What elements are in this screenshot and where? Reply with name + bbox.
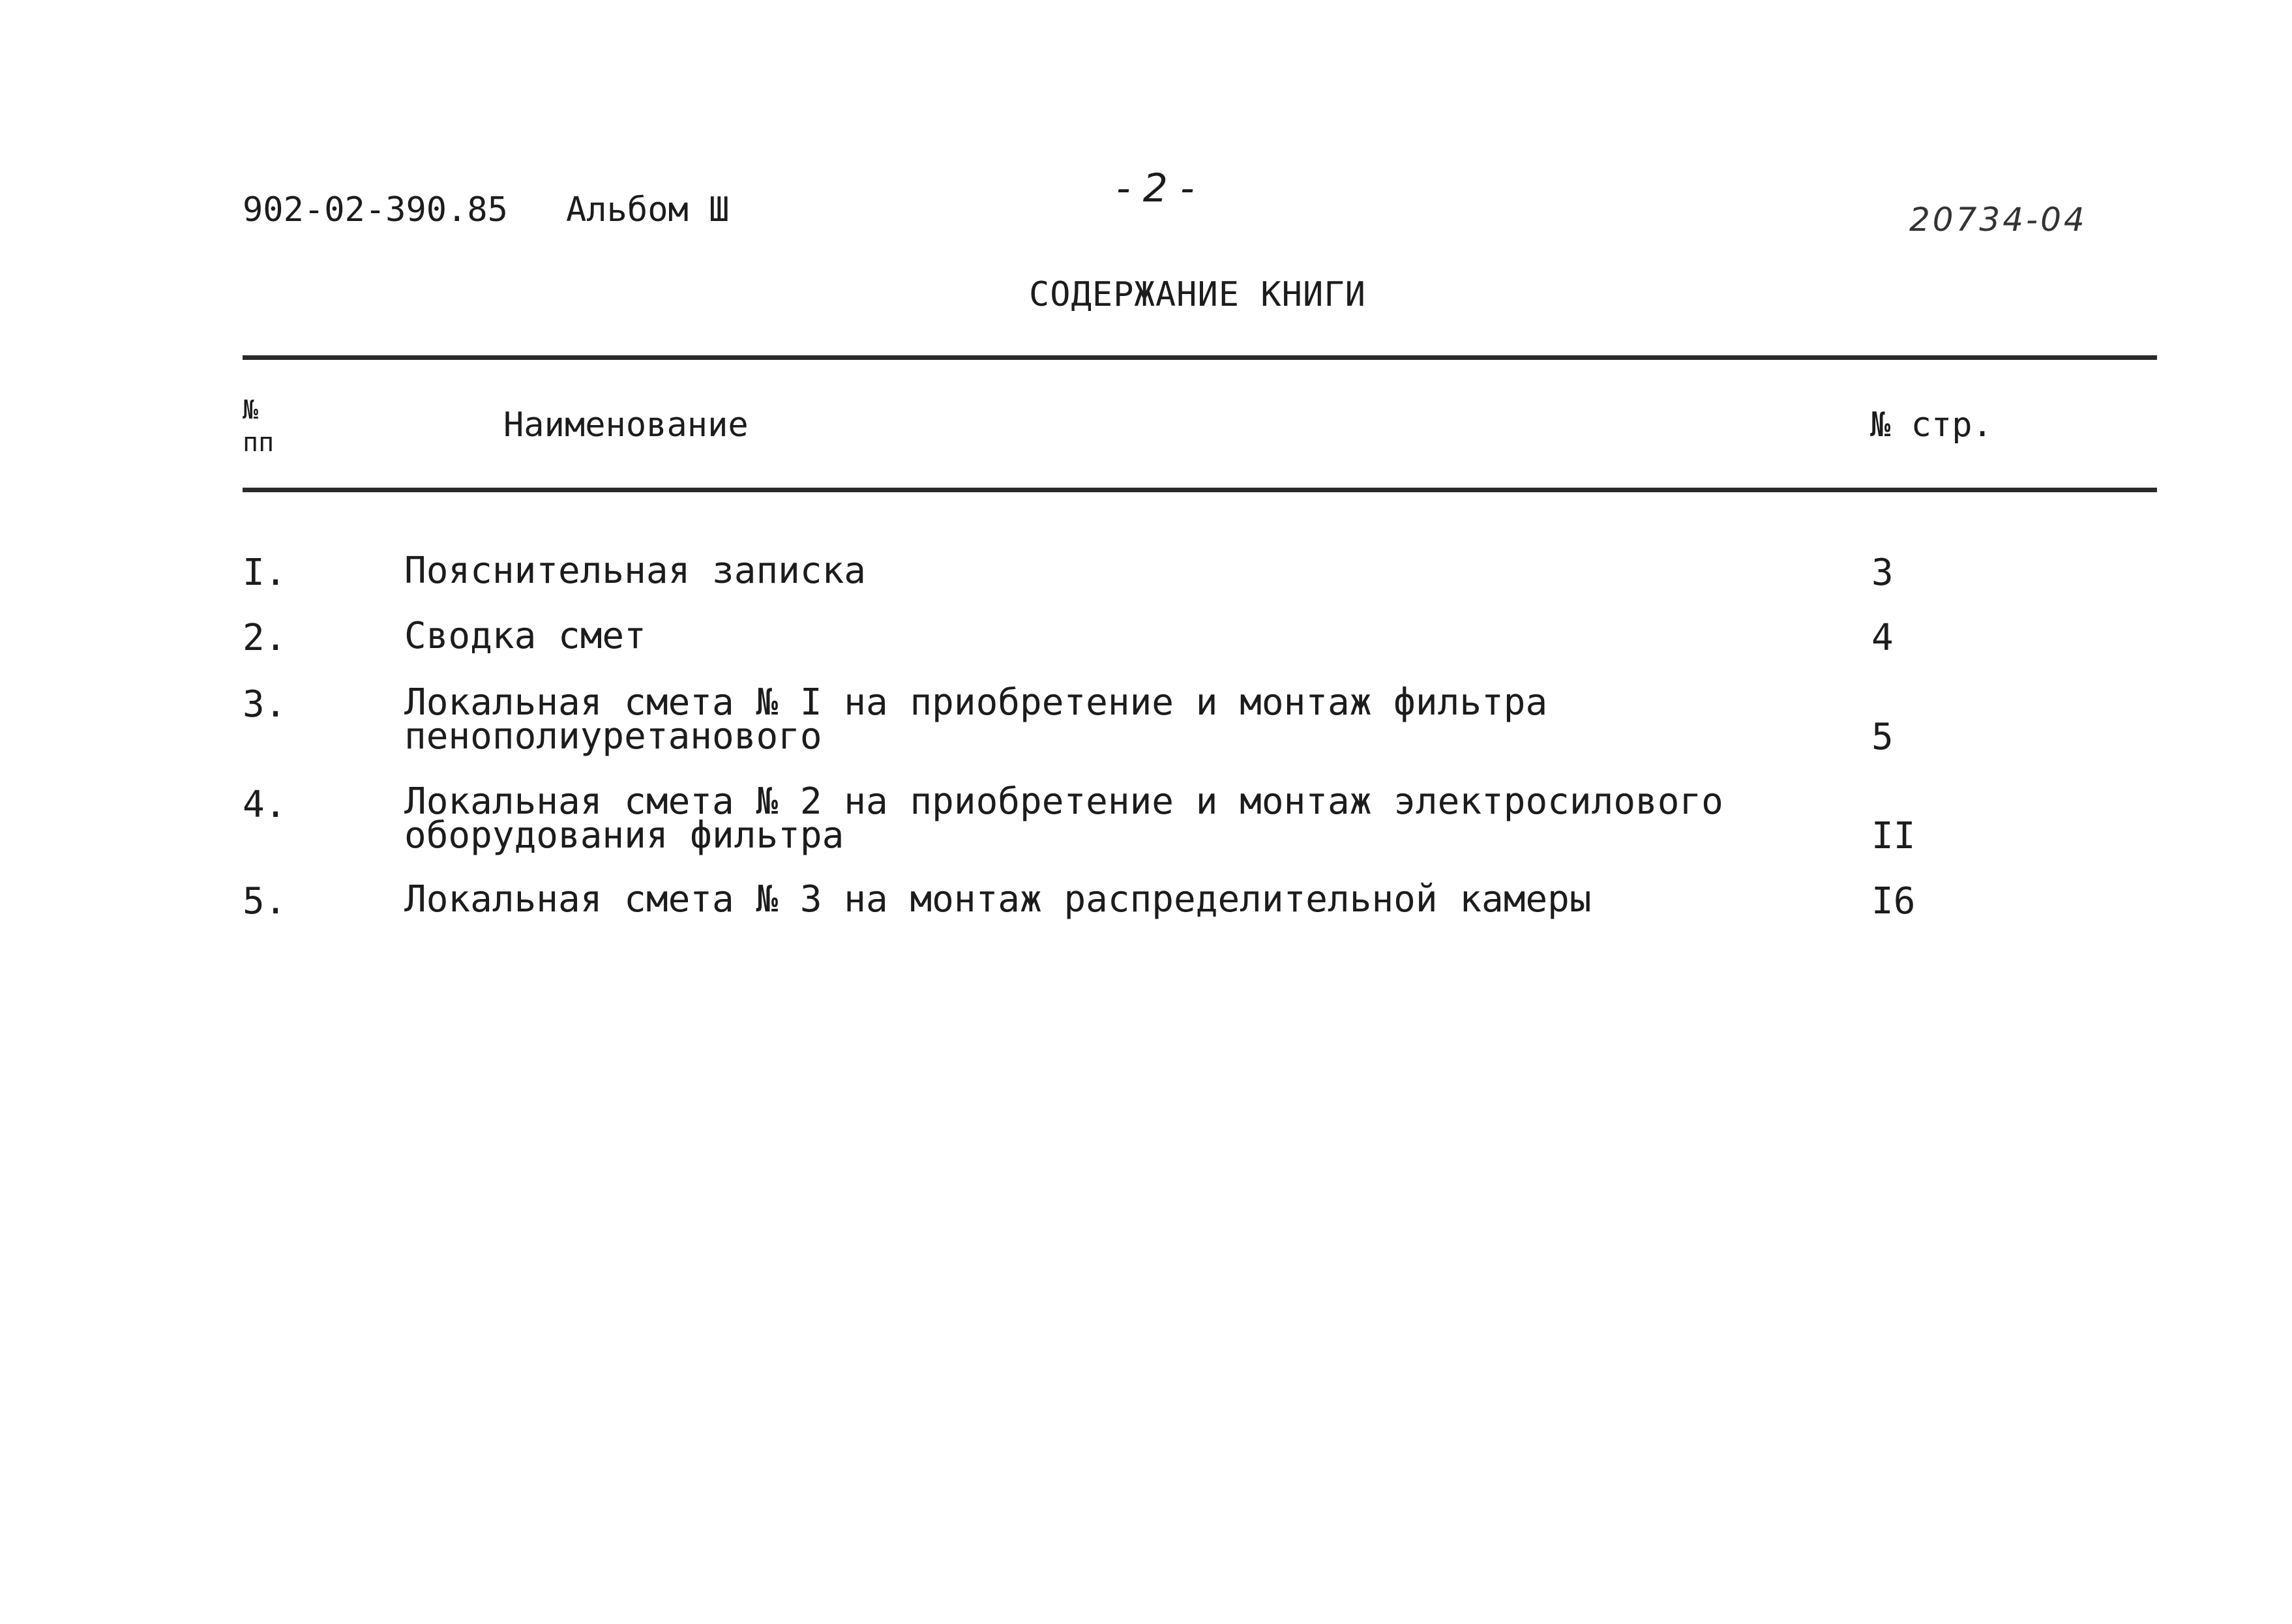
column-header-name: Наименование: [503, 406, 749, 445]
toc-title: СОДЕРЖАНИЕ КНИГИ: [1029, 275, 1366, 314]
row-number: 2.: [243, 617, 287, 659]
row-page: I6: [1871, 880, 1916, 923]
column-header-number: [243, 394, 274, 459]
row-number: I.: [243, 552, 287, 594]
row-page: 5: [1871, 716, 1894, 758]
row-title: [404, 615, 646, 657]
row-title: [404, 878, 1592, 921]
row-number: 5.: [243, 880, 287, 923]
row-number: 3.: [243, 683, 287, 726]
album-label: Альбом Ш: [566, 190, 730, 229]
row-title: [404, 780, 1723, 857]
row-title-line1: Пояснительная записка: [404, 550, 867, 592]
page-number: - 2 -: [1116, 166, 1195, 211]
row-title-line1: Сводка смет: [404, 615, 646, 657]
column-header-number-line2: пп: [243, 428, 275, 458]
row-title-line1: Локальная смета № 2 на приобретение и монтаж электросилового: [404, 780, 1723, 823]
row-page: II: [1871, 815, 1916, 857]
row-title-line2: пенополиуретанового: [404, 715, 822, 758]
row-title-line2: оборудования фильтра: [404, 814, 844, 857]
row-number: 4.: [243, 784, 287, 826]
column-header-page: № стр.: [1870, 406, 1993, 445]
table-header-rule: [243, 488, 2157, 492]
table-top-rule: [243, 355, 2157, 360]
row-title: [404, 681, 1548, 758]
column-header-number-line1: №: [243, 395, 259, 425]
row-title-line1: Локальная смета № 3 на монтаж распределительной камеры: [404, 878, 1592, 921]
document-code: 902-02-390.85: [243, 190, 508, 229]
row-page: 4: [1871, 617, 1894, 659]
row-page: 3: [1871, 552, 1894, 594]
row-title: [404, 550, 867, 592]
row-title-line1: Локальная смета № I на приобретение и монтаж фильтра: [404, 681, 1548, 724]
archive-number: 20734-04: [1909, 201, 2087, 239]
